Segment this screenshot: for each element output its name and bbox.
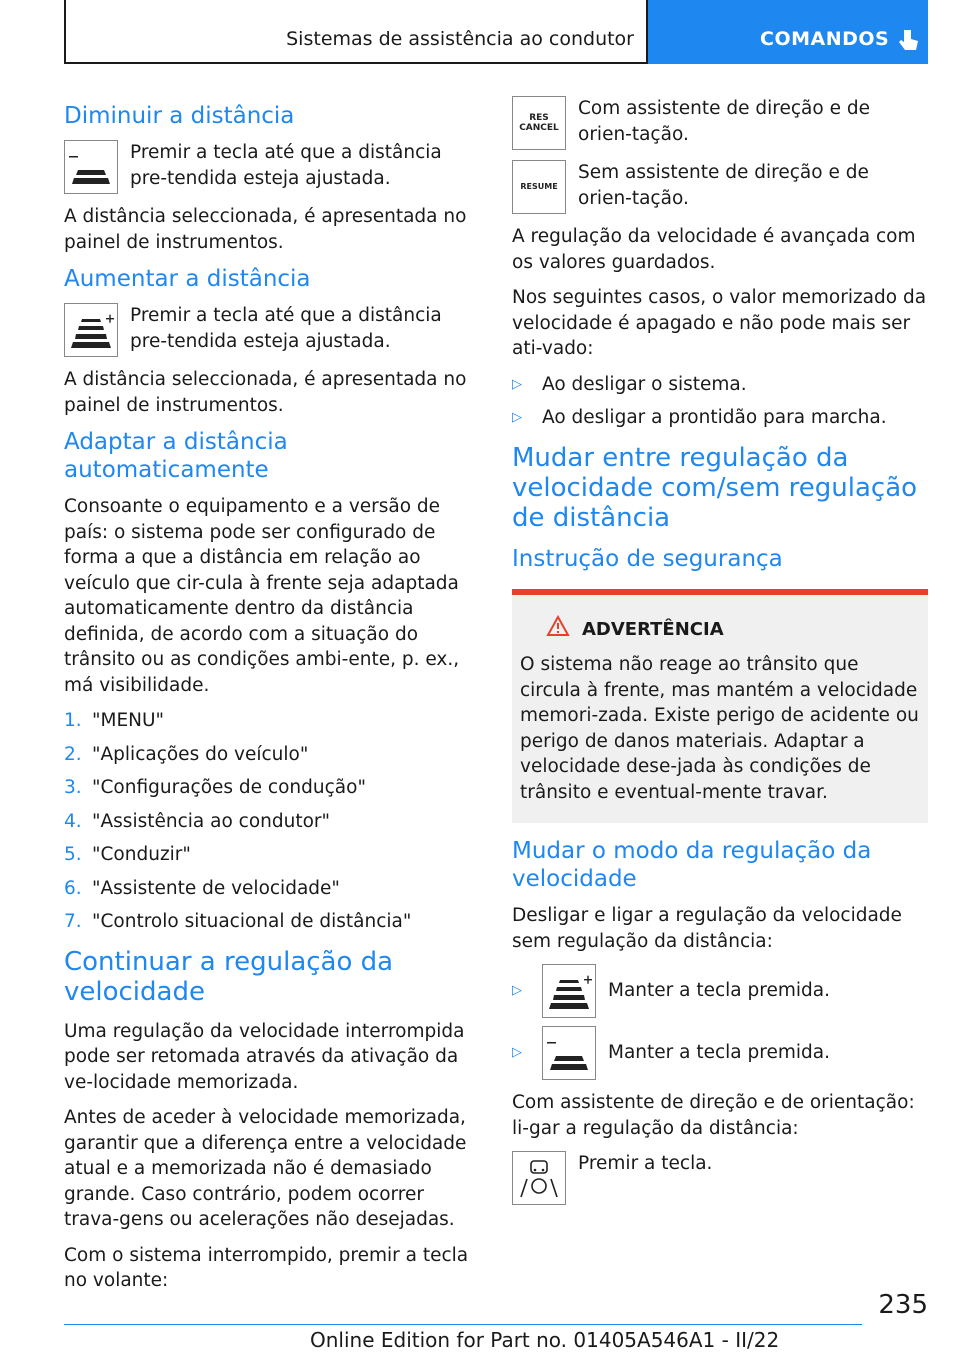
triangle-bullet-icon: ▷ (512, 376, 522, 392)
bullet-list (512, 372, 928, 431)
aumentar-note: A distância seleccionada, é apresentada no painel de instrumentos. (64, 369, 467, 416)
triangle-bullet-icon: ▷ (512, 1045, 522, 1061)
triangle-bullet-icon: ▷ (512, 410, 522, 425)
list-item: 4. "Assistência ao condutor" (64, 810, 331, 832)
diminuir-text: Premir a tecla até que a distância pre-tendida esteja ajustada. (130, 142, 442, 189)
distance-plus-key-icon (64, 303, 118, 357)
warning-text: O sistema não reage ao trânsito que circula à frente, mas mantém a velocidade memori-zada. Existe perigo de acidente ou perigo de danos materiais. Adaptar a velocidade dese-jada às condições de trânsito e eventual-mente travar. (520, 654, 919, 803)
diminuir-row (64, 140, 476, 194)
modo-text: Desligar e ligar a regulação da velocidade sem regulação da distância: (512, 905, 902, 952)
distance-minus-key-icon (542, 1026, 596, 1080)
hand-pointer-icon (898, 28, 920, 58)
steps-list (64, 708, 476, 935)
resume-key-icon: RESUME (512, 160, 566, 214)
list-item: ▷ Ao desligar a prontidão para marcha. (512, 405, 928, 431)
list-item: ▷ Manter a tecla premida. (512, 1026, 928, 1080)
list-item: 5. "Conduzir" (64, 844, 191, 865)
heading-adaptar: Adaptar a distância automaticamente (64, 429, 288, 483)
section-title: Sistemas de assistência ao condutor (286, 28, 634, 50)
list-item: ▷ Ao desligar o sistema. (512, 372, 928, 398)
triangle-bullet-icon: ▷ (512, 983, 522, 999)
heading-aumentar: Aumentar a distância (64, 266, 311, 292)
header-section-box (64, 0, 648, 64)
distance-minus-key-icon (64, 140, 118, 194)
list-item: 6. "Assistente de velocidade" (64, 877, 340, 899)
p-com-assist: Com assistente de direção e de orientação: li-gar a regulação da distância: (512, 1092, 915, 1139)
list-item: 2. "Aplicações do veículo" (64, 743, 309, 765)
list-item: 7. "Controlo situacional de distância" (64, 911, 412, 932)
distance-plus-key-icon (542, 964, 596, 1018)
premir-row (512, 1151, 928, 1205)
aumentar-row (64, 303, 476, 357)
resume-row (512, 160, 928, 214)
warning-header (546, 615, 920, 645)
warning-triangle-icon (546, 615, 570, 645)
diminuir-note: A distância seleccionada, é apresentada no painel de instrumentos. (64, 206, 467, 253)
list-item: 1. "MENU" (64, 710, 165, 731)
right-column (512, 96, 928, 1215)
adaptar-text: Consoante o equipamento e a versão de país: o sistema pode ser configurado de forma a que a distância em relação ao veículo que cir-cula à frente seja adaptada automaticamente dentro da distância definida, de acordo com a situação do trânsito ou as condições ambi-ente, p. ex., má visibilidade. (64, 496, 460, 696)
continuar-p3: Com o sistema interrompido, premir a tecla no volante: (64, 1244, 469, 1291)
warning-box (512, 589, 928, 824)
res-cancel-row (512, 96, 928, 150)
driving-assist-key-icon (512, 1151, 566, 1205)
p-casos: Nos seguintes casos, o valor memorizado da velocidade é apagado e não pode mais ser ati-vado: (512, 287, 927, 359)
list-item: 3. "Configurações de condução" (64, 777, 366, 798)
modo-list (512, 964, 928, 1080)
continuar-p2: Antes de aceder à velocidade memorizada, garantir que a diferença entre a velocidade atual e a memorizada não é demasiado grande. Caso contrário, podem ocorrer trava-gens ou acelerações não desejadas. (64, 1107, 467, 1230)
heading-diminuir: Diminuir a distância (64, 103, 295, 129)
list-item: ▷ Manter a tecla premida. (512, 964, 928, 1018)
chapter-label: COMANDOS (760, 28, 890, 50)
footer-edition: Online Edition for Part no. 01405A546A1 - II/22 (310, 1328, 780, 1352)
heading-instrucao: Instrução de segurança (512, 545, 783, 572)
resume-text: Sem assistente de direção e de orien-tação. (578, 162, 869, 209)
res-cancel-text: Com assistente de direção e de orien-tação. (578, 98, 870, 145)
chapter-tab[interactable] (648, 0, 928, 64)
premir-text: Premir a tecla. (578, 1153, 713, 1174)
aumentar-text: Premir a tecla até que a distância pre-tendida esteja ajustada. (130, 305, 442, 352)
heading-mudar: Mudar entre regulação da velocidade com/sem regulação de distância (512, 442, 918, 533)
footer-divider (64, 1324, 862, 1325)
continuar-p1: Uma regulação da velocidade interrompida pode ser retomada através da ativação da ve-locidade memorizada. (64, 1020, 465, 1093)
page-number: 235 (878, 1290, 928, 1320)
left-column (64, 96, 476, 1304)
p-avancada: A regulação da velocidade é avançada com os valores guardados. (512, 226, 916, 273)
warning-title: ADVERTÊNCIA (582, 618, 724, 640)
res-cancel-key-icon: RES CANCEL (512, 96, 566, 150)
heading-continuar: Continuar a regulação da velocidade (64, 946, 394, 1007)
heading-modo: Mudar o modo da regulação da velocidade (512, 838, 872, 892)
